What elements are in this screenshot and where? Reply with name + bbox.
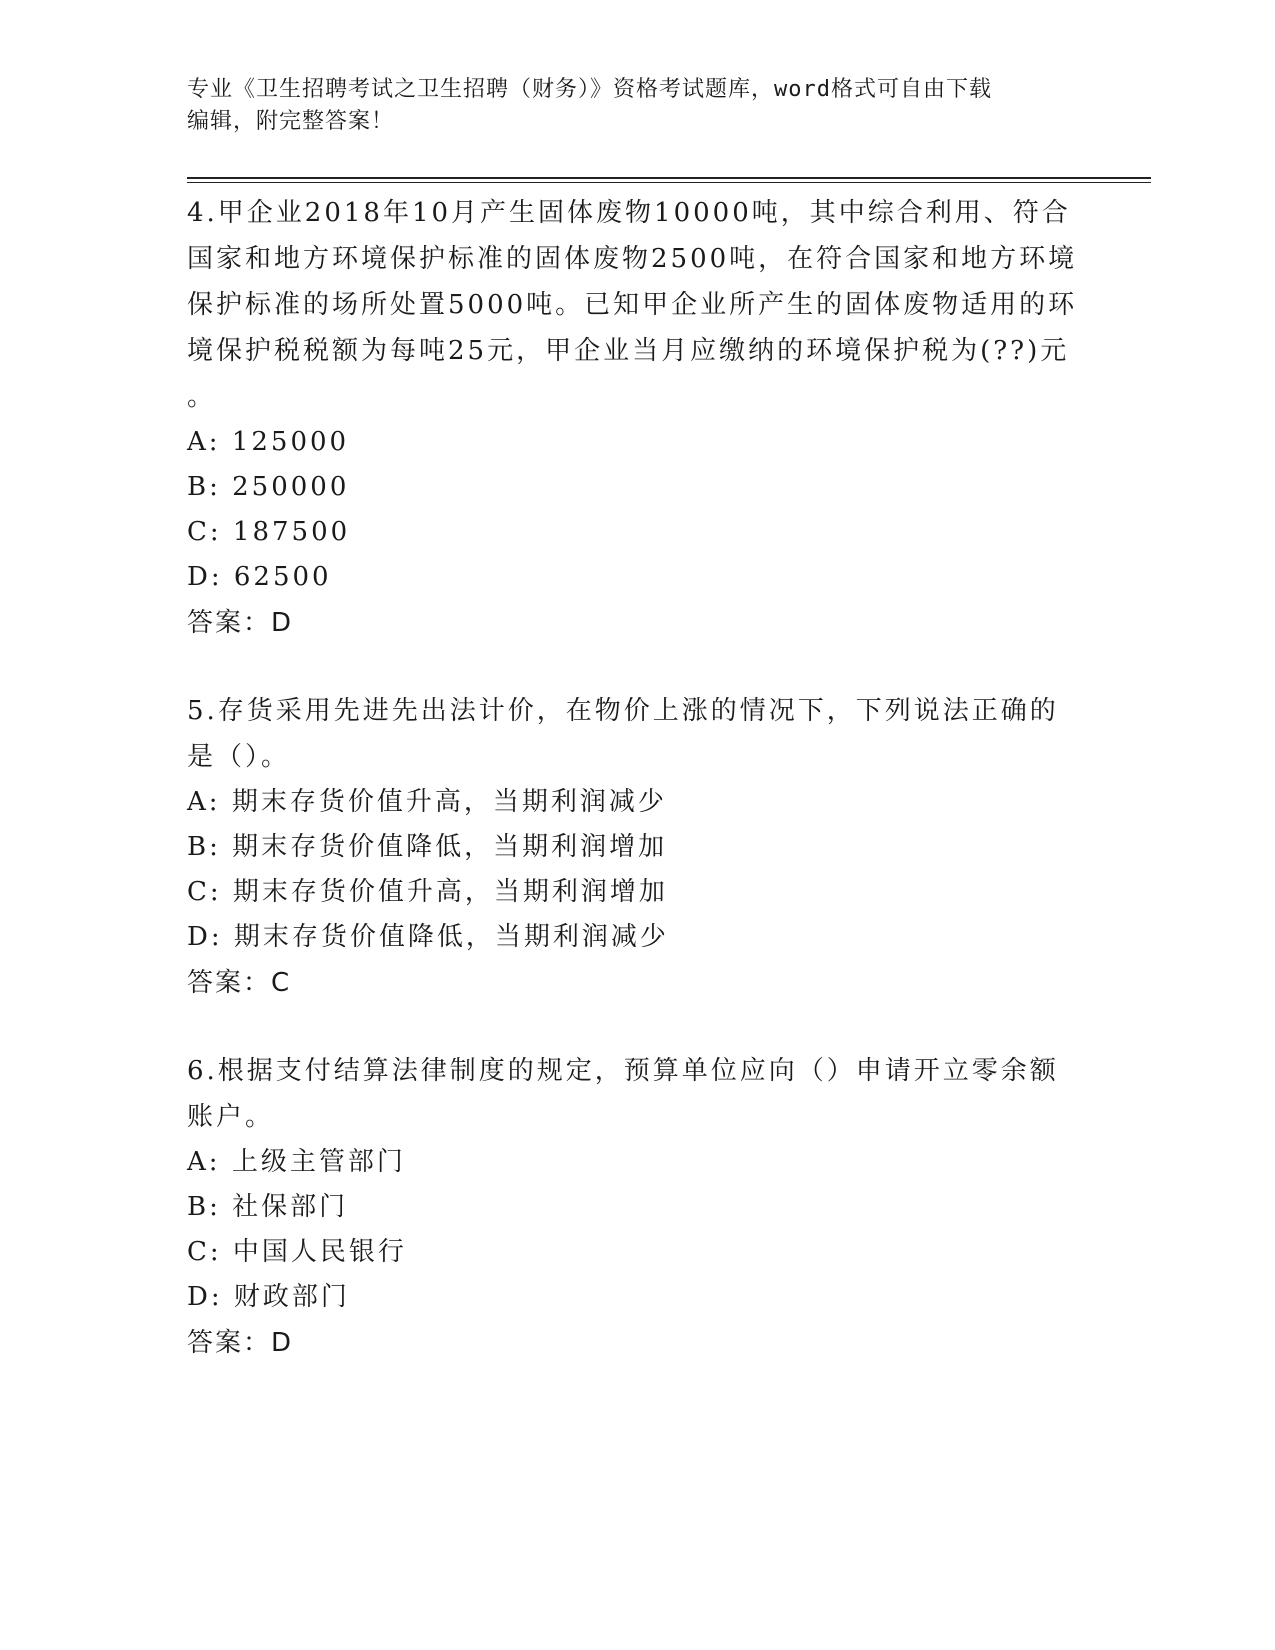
option-b — [187, 1185, 1087, 1230]
option-letter: B: — [187, 1192, 221, 1222]
question-stem-line: 国家和地方环境保护标准的固体废物2500吨，在符合国家和地方环境 — [187, 244, 1078, 274]
answer-line: 答案：D — [187, 1328, 294, 1358]
option-text: 期末存货价值降低，当期利润增加 — [232, 832, 668, 862]
option-letter: C: — [187, 877, 222, 907]
option-text: 期末存货价值升高，当期利润增加 — [232, 877, 668, 907]
option-letter: A: — [187, 787, 221, 817]
question-stem-line: 账户。 — [187, 1102, 275, 1132]
question-stem-line: 5.存货采用先进先出法计价，在物价上涨的情况下，下列说法正确的 — [187, 696, 1059, 726]
option-d — [187, 555, 1087, 600]
option-letter: D: — [187, 1282, 223, 1312]
option-c — [187, 510, 1087, 555]
answer-line: 答案：D — [187, 608, 294, 638]
option-a — [187, 420, 1087, 465]
question-stem-line: 。 — [187, 382, 217, 412]
option-b — [187, 465, 1087, 510]
option-letter: A: — [187, 427, 221, 457]
option-a — [187, 1140, 1087, 1185]
option-b — [187, 825, 1087, 870]
option-text: 社保部门 — [232, 1192, 349, 1222]
header-line-2: 编辑，附完整答案！ — [187, 109, 395, 134]
option-letter: C: — [187, 517, 222, 547]
option-c — [187, 1230, 1087, 1275]
option-letter: D: — [187, 562, 223, 592]
question-6 — [187, 1048, 1087, 1366]
header-divider-thick — [187, 177, 1151, 179]
question-stem-line: 4.甲企业2018年10月产生固体废物10000吨，其中综合利用、符合 — [187, 198, 1071, 228]
question-stem-line: 是（）。 — [187, 742, 291, 772]
option-d — [187, 915, 1087, 960]
answer-line: 答案：C — [187, 968, 292, 998]
question-stem-line: 境保护税税额为每吨25元，甲企业当月应缴纳的环境保护税为(??)元 — [187, 336, 1070, 366]
option-letter: D: — [187, 922, 223, 952]
option-letter: B: — [187, 832, 221, 862]
question-spacer — [187, 1006, 1087, 1048]
header-divider-thin — [187, 182, 1151, 183]
option-c — [187, 870, 1087, 915]
question-spacer — [187, 646, 1087, 688]
option-d — [187, 1275, 1087, 1320]
option-text: 中国人民银行 — [232, 1237, 407, 1267]
question-stem-line: 6.根据支付结算法律制度的规定，预算单位应向（）申请开立零余额 — [187, 1056, 1059, 1086]
question-list — [187, 190, 1087, 1366]
question-stem-line: 保护标准的场所处置5000吨。已知甲企业所产生的固体废物适用的环 — [187, 290, 1078, 320]
option-text: 上级主管部门 — [231, 1147, 406, 1177]
option-text: 187500 — [232, 517, 351, 547]
option-text: 250000 — [232, 472, 350, 502]
option-text: 125000 — [231, 427, 350, 457]
option-letter: C: — [187, 1237, 222, 1267]
question-5 — [187, 688, 1087, 1006]
option-letter: A: — [187, 1147, 221, 1177]
option-text: 财政部门 — [233, 1282, 350, 1312]
option-letter: B: — [187, 472, 221, 502]
header-line-1: 专业《卫生招聘考试之卫生招聘（财务）》资格考试题库，word格式可自由下载 — [187, 77, 992, 102]
option-text: 期末存货价值升高，当期利润减少 — [231, 787, 667, 817]
question-4 — [187, 190, 1087, 646]
option-a — [187, 780, 1087, 825]
option-text: 62500 — [233, 562, 332, 592]
document-header — [187, 74, 1067, 138]
option-text: 期末存货价值降低，当期利润减少 — [233, 922, 669, 952]
